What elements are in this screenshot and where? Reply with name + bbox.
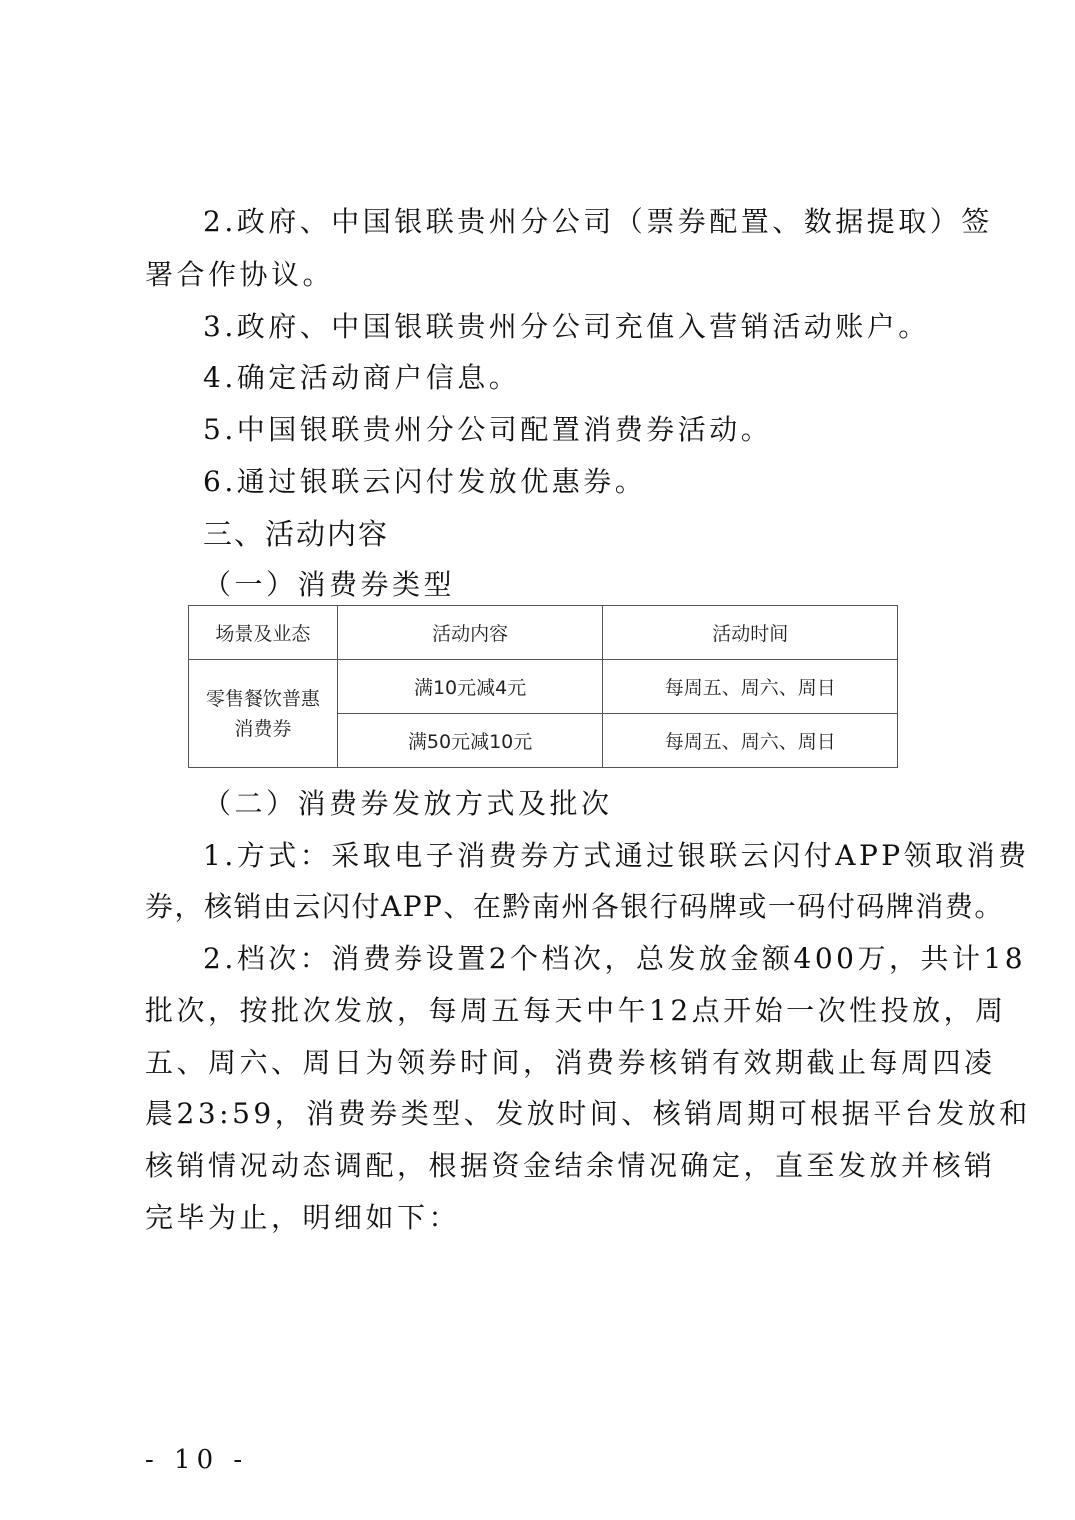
subheading-voucher-types — [0, 565, 1075, 605]
table-row — [189, 660, 898, 714]
voucher-table — [188, 605, 898, 768]
grade-line-2-row — [0, 991, 1075, 1031]
grade-line-3-row — [0, 1043, 1075, 1083]
method-line-2: 券，核销由云闪付APP、在黔南州各银行码牌或一码付码牌消费。 — [145, 890, 1004, 923]
method-paragraph-cont — [0, 887, 1075, 927]
paragraph-5-text: 5.中国银联贵州分公司配置消费券活动。 — [203, 413, 773, 446]
time-cell: 每周五、周六、周日 — [603, 714, 898, 768]
paragraph-3-text: 3.政府、中国银联贵州分公司充值入营销活动账户。 — [203, 310, 930, 343]
scene-line-2: 消费券 — [234, 717, 292, 740]
method-paragraph — [0, 836, 1075, 876]
method-line-1: 1.方式：采取电子消费券方式通过银联云闪付APP领取消费 — [203, 839, 1030, 872]
section-heading-text: 三、活动内容 — [203, 517, 390, 551]
grade-line-4: 晨23:59，消费券类型、发放时间、核销周期可根据平台发放和 — [145, 1097, 1031, 1130]
paragraph-2-cont — [0, 255, 1075, 295]
header-scene: 场景及业态 — [189, 606, 338, 660]
scene-cell — [189, 660, 338, 768]
subheading-1-text: （一）消费券类型 — [203, 568, 456, 601]
paragraph-5 — [0, 410, 1075, 450]
paragraph-3 — [0, 307, 1075, 347]
content-cell: 满50元减10元 — [337, 714, 603, 768]
header-content: 活动内容 — [337, 606, 603, 660]
paragraph-4-text: 4.确定活动商户信息。 — [203, 361, 521, 394]
paragraph-2-line-1: 2.政府、中国银联贵州分公司（票券配置、数据提取）签 — [203, 205, 993, 238]
paragraph-2 — [0, 202, 1075, 242]
header-time: 活动时间 — [603, 606, 898, 660]
paragraph-2-line-2: 署合作协议。 — [145, 258, 335, 291]
grade-paragraph — [0, 939, 1075, 979]
paragraph-4 — [0, 358, 1075, 398]
subheading-distribution — [0, 784, 1075, 824]
scene-line-1: 零售餐饮普惠 — [205, 687, 320, 710]
grade-line-3: 五、周六、周日为领券时间，消费券核销有效期截止每周四凌 — [145, 1046, 996, 1079]
grade-line-6-row — [0, 1198, 1075, 1238]
time-cell: 每周五、周六、周日 — [603, 660, 898, 714]
grade-line-4-row — [0, 1094, 1075, 1134]
table-header-row — [189, 606, 898, 660]
subheading-2-text: （二）消费券发放方式及批次 — [203, 787, 613, 820]
section-heading — [0, 514, 1075, 554]
grade-line-6: 完毕为止，明细如下： — [145, 1201, 461, 1234]
paragraph-6 — [0, 462, 1075, 502]
grade-line-5: 核销情况动态调配，根据资金结余情况确定，直至发放并核销 — [145, 1149, 996, 1182]
grade-line-1: 2.档次：消费券设置2个档次，总发放金额400万，共计18 — [203, 942, 1027, 975]
grade-line-5-row — [0, 1146, 1075, 1186]
page-number: - 10 - — [145, 1445, 249, 1475]
paragraph-6-text: 6.通过银联云闪付发放优惠券。 — [203, 465, 647, 498]
grade-line-2: 批次，按批次发放，每周五每天中午12点开始一次性投放，周 — [145, 994, 1007, 1027]
content-cell: 满10元减4元 — [337, 660, 603, 714]
